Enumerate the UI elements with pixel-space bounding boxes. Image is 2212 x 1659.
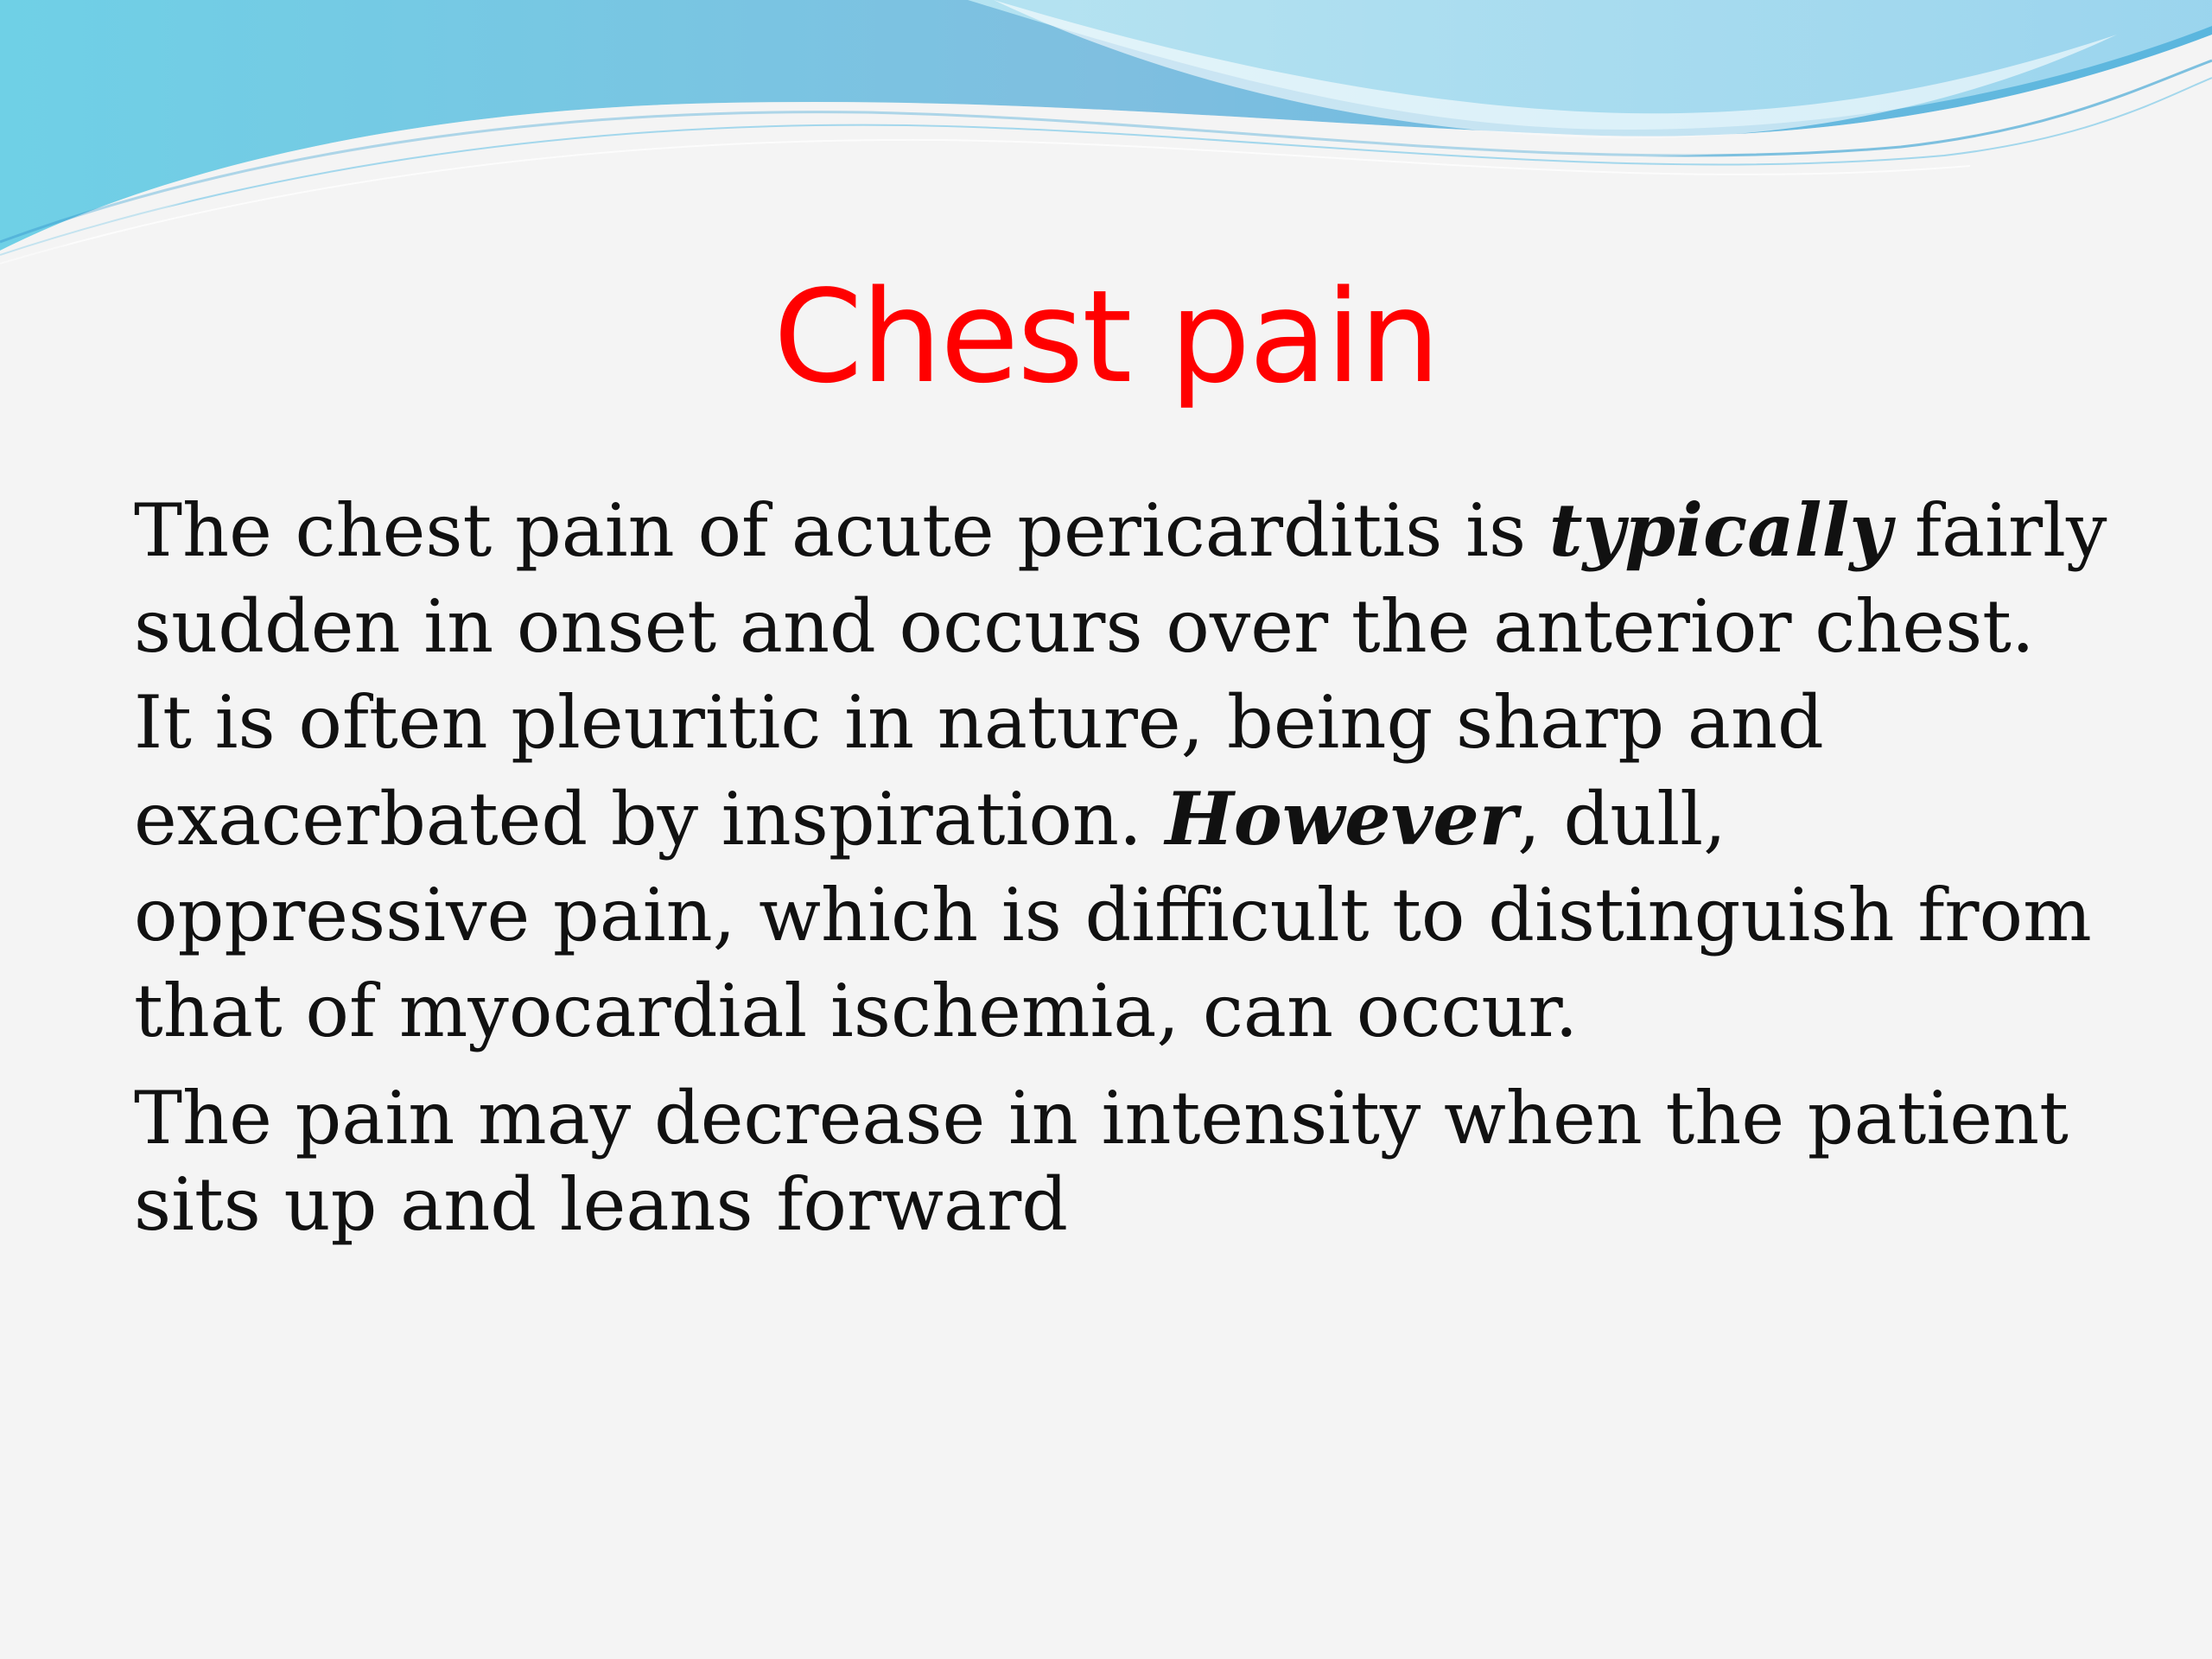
paragraph-text: The chest pain of acute pericarditis is bbox=[134, 488, 1549, 573]
paragraph-posture: The pain may decrease in intensity when the patient sits up and leans forward bbox=[134, 1076, 2069, 1247]
slide-body bbox=[134, 482, 2113, 1248]
emphasis-however: However bbox=[1165, 776, 1518, 861]
paragraph-pain-description bbox=[134, 482, 2113, 1059]
paragraph-text: , dull, oppressive pain, which is difficult to distinguish from that of myocardial ischemia, can occur. bbox=[134, 777, 2092, 1053]
paragraph-text: fairly sudden in onset and occurs over the anterior chest. It is often pleuritic in nature, being sharp and exacerbated by inspiration. bbox=[134, 488, 2107, 861]
slide-title: Chest pain bbox=[773, 263, 1439, 411]
emphasis-typically: typically bbox=[1548, 487, 1892, 573]
header-wave-decoration bbox=[0, 0, 2212, 276]
